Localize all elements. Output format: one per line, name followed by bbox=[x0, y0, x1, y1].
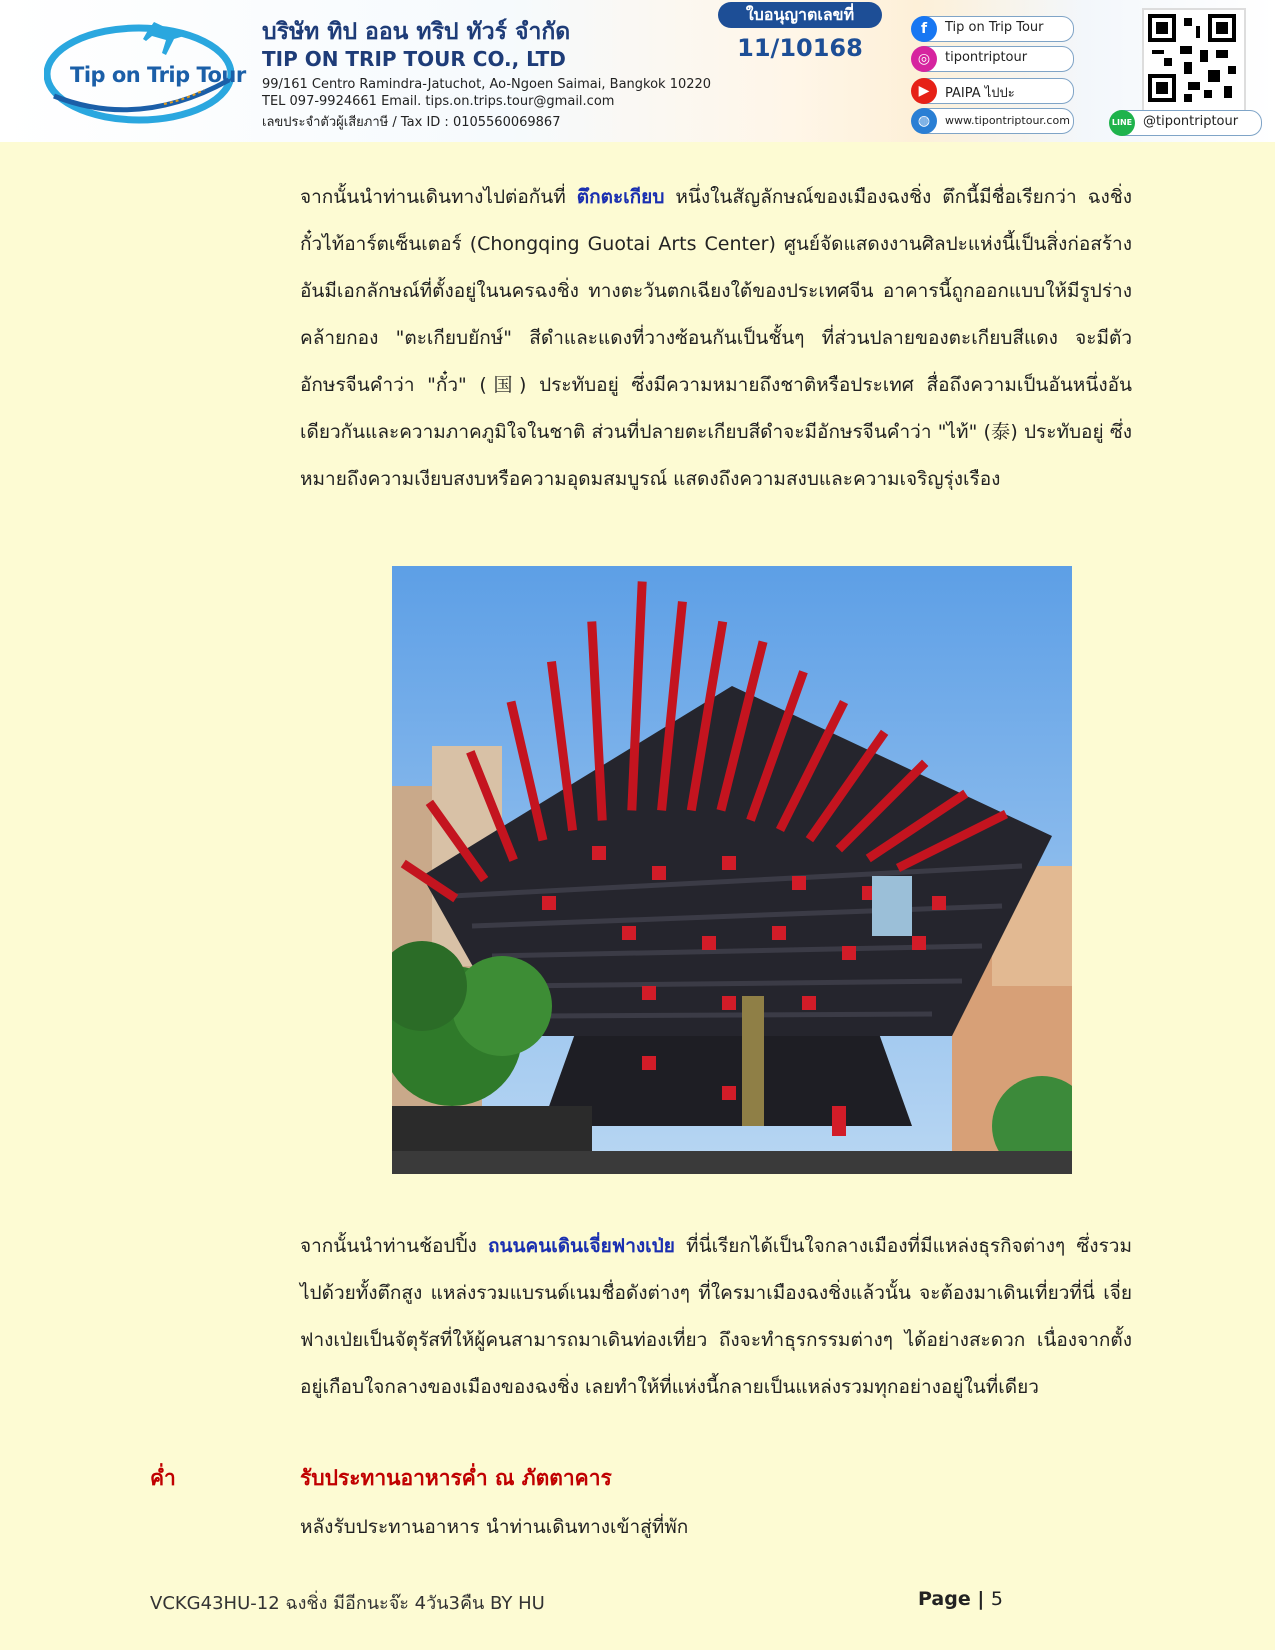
footer-page-number bbox=[918, 1588, 1003, 1610]
company-name-english: TIP ON TRIP TOUR CO., LTD bbox=[262, 47, 566, 71]
logo-text: Tip on Trip Tour bbox=[70, 63, 246, 87]
letterhead bbox=[0, 0, 1275, 142]
social-youtube-label: PAIPA ไปปะ bbox=[945, 86, 1015, 101]
page-number: 5 bbox=[990, 1588, 1003, 1610]
paragraph-text: ที่นี่เรียกได้เป็นใจกลางเมืองที่มีแหล่งธุรกิจต่างๆ ซึ่งรวมไปด้วยทั้งตึกสูง แหล่งรวมแบรนด์เนมชื่อดังต่างๆ ที่ใครมาเมืองฉงชิ่งแล้วนั้น จะต้องมาเดินเที่ยวที่นี่ เจี่ยฟางเป่ยเป็นจัตุรัสที่ให้ผู้คนสามารถมาเดินท่องเที่ยว ถึงจะทำธุรกรรมต่างๆ ได้อย่างสะดวก เนื่องจากตั้งอยู่เกือบใจกลางของเมืองของฉงชิ่ง เลยทำให้ที่แห่งนี้กลายเป็นแหล่งรวมทุกอย่างอยู่ในที่เดียว bbox=[300, 1235, 1132, 1398]
paragraph-text: จากนั้นนำท่านเดินทางไปต่อกันที่ bbox=[300, 186, 577, 208]
social-facebook-label: Tip on Trip Tour bbox=[945, 20, 1044, 35]
paragraph-jiefangbei bbox=[300, 1223, 1132, 1411]
license-label: ใบอนุญาตเลขที่ bbox=[718, 2, 882, 28]
social-website-label: www.tipontriptour.com bbox=[945, 114, 1070, 127]
company-logo bbox=[44, 18, 246, 124]
meal-label-dinner: ค่ำ bbox=[150, 1466, 176, 1490]
paragraph-guotai-arts-center bbox=[300, 174, 1132, 503]
place-name-highlight: ตึกตะเกียบ bbox=[576, 186, 665, 208]
web-icon: ◍ bbox=[911, 108, 937, 134]
line-icon: LINE bbox=[1109, 110, 1135, 136]
social-instagram[interactable] bbox=[912, 46, 1074, 72]
social-website[interactable] bbox=[912, 108, 1074, 134]
company-address: 99/161 Centro Ramindra-Jatuchot, Ao-Ngoen Saimai, Bangkok 10220 bbox=[262, 77, 712, 92]
paragraph-text: หนึ่งในสัญลักษณ์ของเมืองฉงชิ่ง ตึกนี้มีชื่อเรียกว่า ฉงชิ่งกั๋วไท้อาร์ตเซ็นเตอร์ (Chongqing Guotai Arts Center) ศูนย์จัดแสดงงานศิลปะแห่งนี้เป็นสิ่งก่อสร้างอันมีเอกลักษณ์ที่ตั้งอยู่ในนครฉงชิ่ง ทางตะวันตกเฉียงใต้ของประเทศจีน อาคารนี้ถูกออกแบบให้มีรูปร่างคล้ายกอง "ตะเกียบยักษ์" สีดำและแดงที่วางซ้อนกันเป็นชั้นๆ ที่ส่วนปลายของตะเกียบสีแดง จะมีตัวอักษรจีนคำว่า "กั๋ว" (国) ประทับอยู่ ซึ่งมีความหมายถึงชาติหรือประเทศ สื่อถึงความเป็นอันหนึ่งอันเดียวกันและความภาคภูมิใจในชาติ ส่วนที่ปลายตะเกียบสีดำจะมีอักษรจีนคำว่า "ไท้" (泰) ประทับอยู่ ซึ่งหมายถึงความเงียบสงบหรือความอุดมสมบูรณ์ แสดงถึงความสงบและความเจริญรุ่งเรือง bbox=[300, 186, 1132, 490]
social-youtube[interactable] bbox=[912, 78, 1074, 104]
license-number: 11/10168 bbox=[737, 34, 863, 62]
facebook-icon: f bbox=[911, 16, 937, 42]
qr-code bbox=[1142, 8, 1246, 112]
social-facebook[interactable] bbox=[912, 16, 1074, 42]
instagram-icon: ◎ bbox=[911, 46, 937, 72]
social-line[interactable] bbox=[1110, 110, 1262, 136]
meal-description: หลังรับประทานอาหาร นำท่านเดินทางเข้าสู่ที่พัก bbox=[300, 1516, 689, 1538]
footer-tour-code: VCKG43HU-12 ฉงชิ่ง มีอีกนะจ๊ะ 4วัน3คืน BY HU bbox=[150, 1593, 545, 1614]
guotai-arts-center-photo bbox=[392, 566, 1072, 1174]
company-contact: TEL 097-9924661 Email. tips.on.trips.tour@gmail.com bbox=[262, 94, 615, 109]
company-tax-id: เลขประจำตัวผู้เสียภาษี / Tax ID : 0105560069867 bbox=[262, 115, 561, 130]
meal-title: รับประทานอาหารค่ำ ณ ภัตตาคาร bbox=[300, 1466, 612, 1490]
company-name-thai: บริษัท ทิป ออน ทริป ทัวร์ จำกัด bbox=[262, 19, 571, 45]
youtube-icon: ▶ bbox=[911, 78, 937, 104]
social-instagram-label: tipontriptour bbox=[945, 50, 1028, 65]
page-label: Page bbox=[918, 1588, 971, 1610]
page-separator: | bbox=[970, 1588, 991, 1610]
place-name-highlight: ถนนคนเดินเจี่ยฟางเป่ย bbox=[488, 1235, 675, 1257]
social-line-label: @tipontriptour bbox=[1143, 114, 1239, 129]
paragraph-text: จากนั้นนำท่านช้อปปิ้ง bbox=[300, 1235, 489, 1257]
